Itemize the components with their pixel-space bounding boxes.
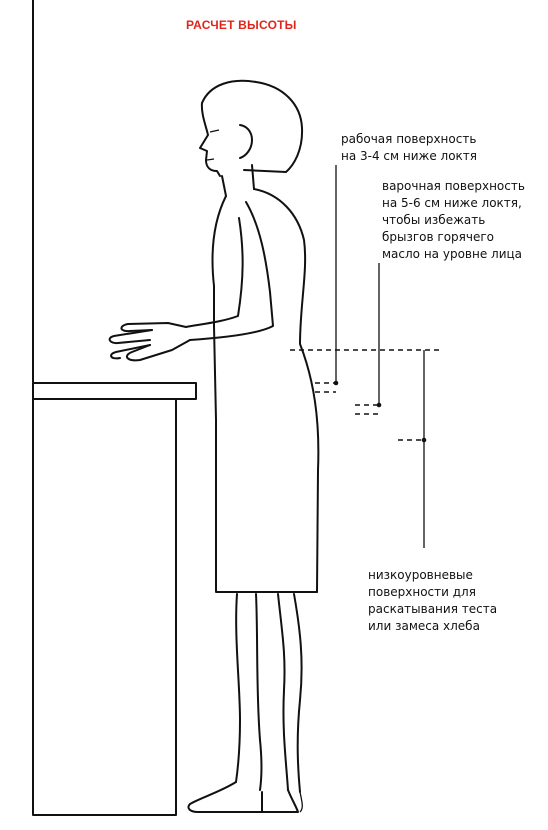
work-surface-note	[341, 131, 477, 165]
low-surface-line: или замеса хлеба	[368, 619, 480, 633]
low-surface-note	[368, 567, 497, 635]
cooking-surface-line: варочная поверхность	[382, 179, 525, 193]
work-surface-line: рабочая поверхность	[341, 132, 477, 146]
cooking-surface-line: брызгов горячего	[382, 230, 495, 244]
cooking-surface-note	[382, 178, 525, 263]
work-surface-line: на 3-4 см ниже локтя	[341, 149, 478, 163]
cooking-surface-line: чтобы избежать	[382, 213, 486, 227]
low-surface-line: поверхности для	[368, 585, 476, 599]
low-surface-line: низкоуровневые	[368, 568, 473, 582]
woman-figure	[110, 81, 319, 812]
diagram-title: РАСЧЕТ ВЫСОТЫ	[186, 18, 297, 32]
counter	[33, 383, 196, 815]
low-surface-line: раскатывания теста	[368, 602, 498, 616]
cooking-surface-line: масло на уровне лица	[382, 247, 523, 261]
cooking-surface-line: на 5-6 см ниже локтя,	[382, 196, 522, 210]
